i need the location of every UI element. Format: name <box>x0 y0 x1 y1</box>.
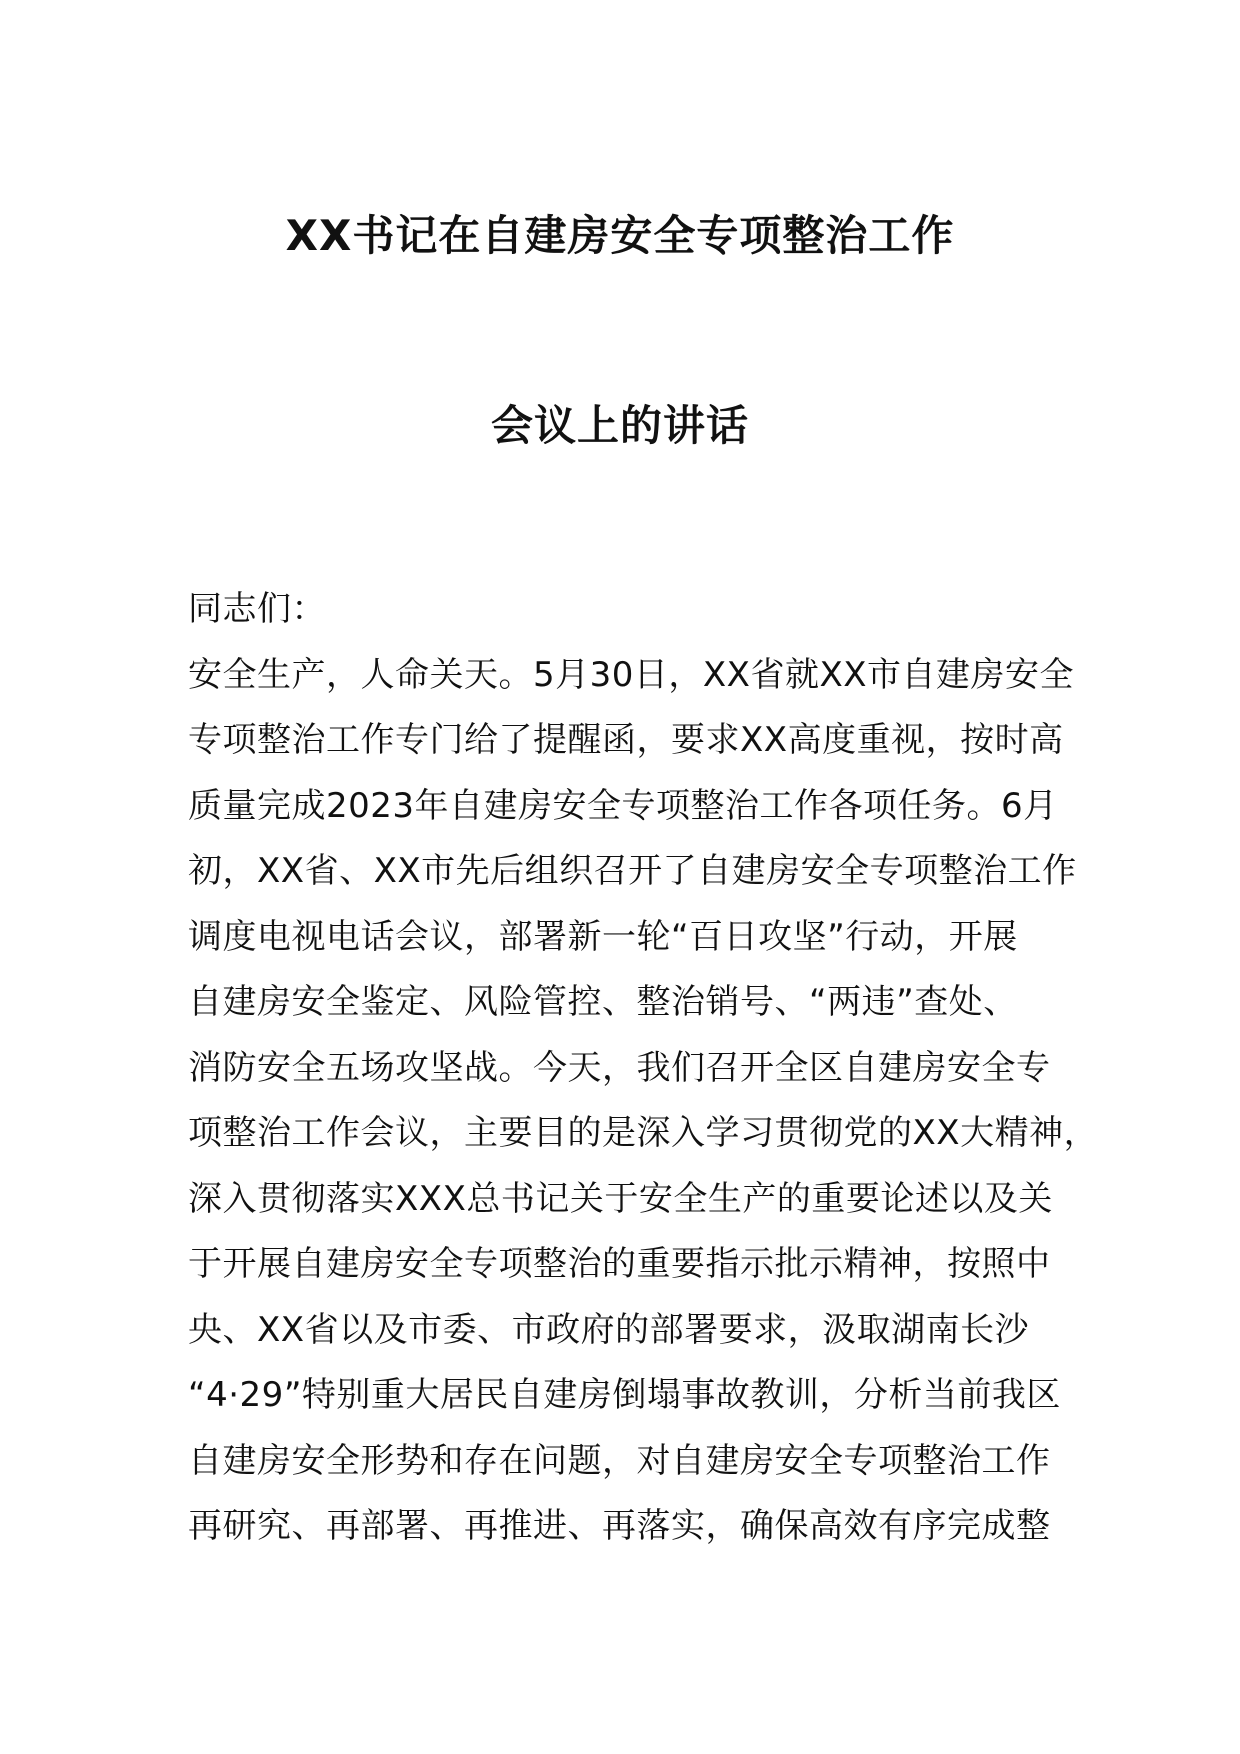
body-line: 再研究、再部署、再推进、再落实，确保高效有序完成整 <box>188 1506 1051 1546</box>
document-body <box>188 577 1099 1560</box>
body-line: 调度电视电话会议，部署新一轮“百日攻坚”行动，开展 <box>188 916 1018 957</box>
document-title-line-2: 会议上的讲话 <box>490 401 749 450</box>
body-line: 于开展自建房安全专项整治的重要指示批示精神，按照中 <box>188 1244 1051 1284</box>
body-line: 消防安全五场攻坚战。今天，我们召开全区自建房安全专 <box>188 1047 1051 1088</box>
body-line: 自建房安全鉴定、风险管控、整治销号、“两违”查处、 <box>188 982 1018 1022</box>
salutation: 同志们： <box>188 589 326 629</box>
body-line: 质量完成2023年自建房安全专项整治工作各项任务。6月 <box>188 785 1058 826</box>
document-title-line-1: XX书记在自建房安全专项整治工作 <box>285 211 955 260</box>
body-line: 专项整治工作专门给了提醒函，要求XX高度重视，按时高 <box>188 720 1064 760</box>
body-line: “4·29”特别重大居民自建房倒塌事故教训，分析当前我区 <box>188 1375 1061 1415</box>
body-line: 自建房安全形势和存在问题，对自建房安全专项整治工作 <box>188 1440 1051 1481</box>
body-line: 初，XX省、XX市先后组织召开了自建房安全专项整治工作 <box>188 851 1077 891</box>
body-line: 项整治工作会议，主要目的是深入学习贯彻党的XX大精神， <box>188 1113 1099 1153</box>
body-line: 央、XX省以及市委、市政府的部署要求，汲取湖南长沙 <box>188 1309 1030 1350</box>
body-line: 深入贯彻落实XXX总书记关于安全生产的重要论述以及关 <box>188 1178 1053 1219</box>
body-line: 安全生产，人命关天。5月30日，XX省就XX市自建房安全 <box>188 654 1075 695</box>
